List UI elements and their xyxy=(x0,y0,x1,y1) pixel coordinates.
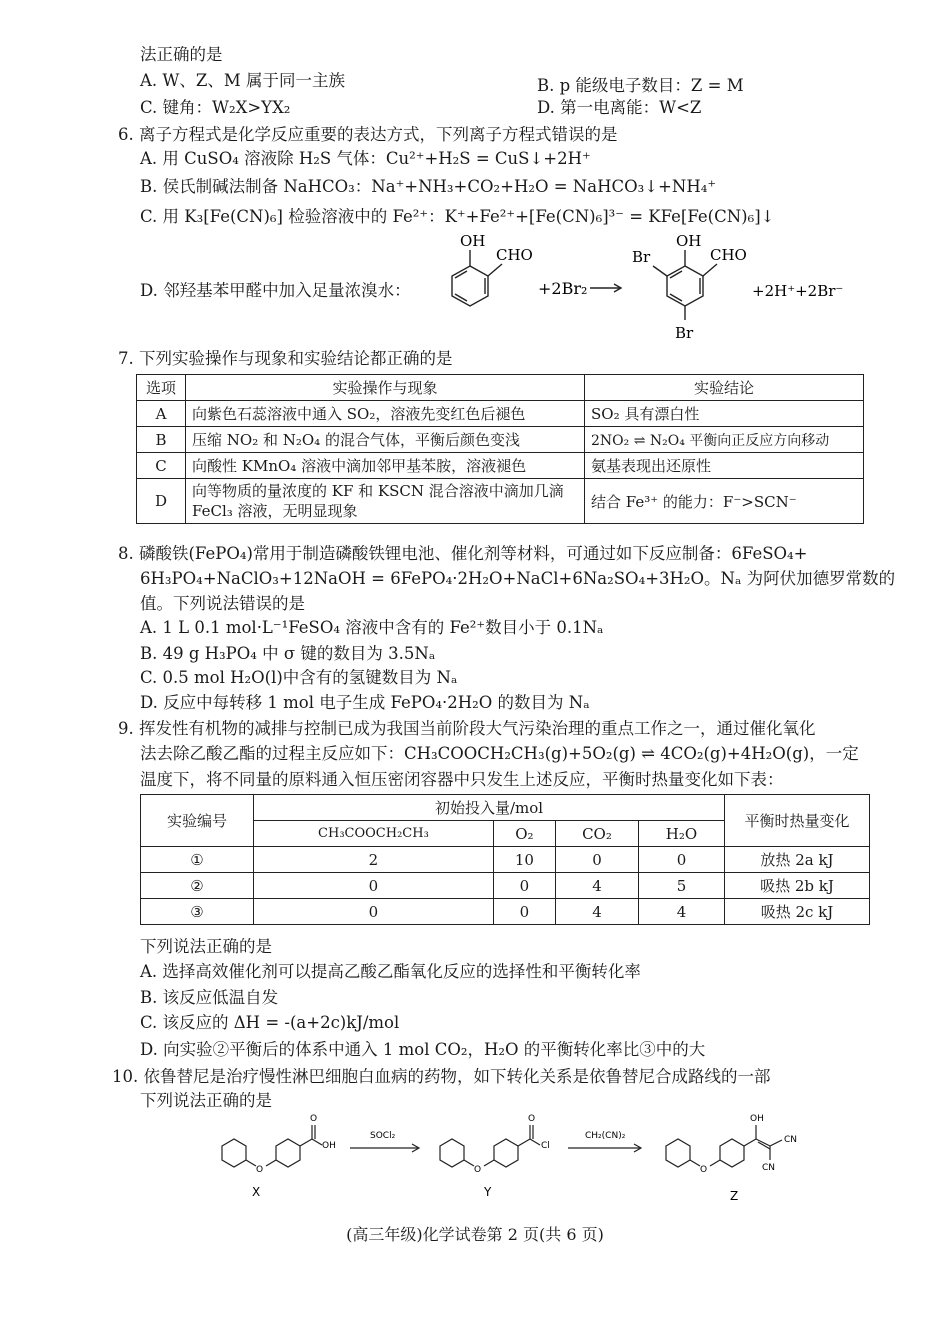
product-oh-label: OH xyxy=(676,232,702,250)
label-y: Y xyxy=(484,1185,492,1199)
table-cell: 放热 2a kJ xyxy=(725,847,870,873)
q7-stem: 7. 下列实验操作与现象和实验结论都正确的是 xyxy=(118,349,453,368)
z-cn-2: CN xyxy=(762,1163,776,1173)
byproducts: +2H⁺+2Br⁻ xyxy=(752,282,844,300)
table-cell: 向酸性 KMnO₄ 溶液中滴加邻甲基苯胺，溶液褪色 xyxy=(186,453,585,479)
q9-header-heat: 平衡时热量变化 xyxy=(725,795,870,847)
q6-option-a: A. 用 CuSO₄ 溶液除 H₂S 气体：Cu²⁺+H₂S = CuS↓+2H⁺ xyxy=(140,149,591,168)
product-br-ortho-label: Br xyxy=(632,248,651,266)
table-cell: 0 xyxy=(556,847,639,873)
table-cell: 0 xyxy=(254,873,494,899)
z-ether-o: O xyxy=(700,1165,708,1175)
label-x: X xyxy=(252,1185,261,1199)
compound-z-structure xyxy=(666,1125,782,1167)
q9-stem-line1: 9. 挥发性有机物的减排与控制已成为我国当前阶段大气污染治理的重点工作之一，通过催化氧化 xyxy=(118,719,816,738)
y-ether-o: O xyxy=(474,1165,482,1175)
q7-table-header-row xyxy=(137,375,864,401)
prev-option-a: A. W、Z、M 属于同一主族 xyxy=(140,71,345,90)
q9-stem-line3: 温度下，将不同量的原料通入恒压密闭容器中只发生上述反应，平衡时热量变化如下表： xyxy=(140,770,784,789)
compound-x-structure xyxy=(222,1125,322,1167)
q10-synthesis-scheme xyxy=(200,1108,840,1204)
q10-stem-line2: 下列说法正确的是 xyxy=(140,1091,272,1110)
q7-header-conclusion: 实验结论 xyxy=(585,375,864,401)
table-cell: 压缩 NO₂ 和 N₂O₄ 的混合气体，平衡后颜色变浅 xyxy=(186,427,585,453)
table-cell: 向等物质的量浓度的 KF 和 KSCN 混合溶液中滴加几滴 FeCl₃ 溶液，无明显现象 xyxy=(186,479,585,524)
table-row xyxy=(141,899,870,925)
table-cell: 0 xyxy=(493,899,555,925)
q9-option-d: D. 向实验②平衡后的体系中通入 1 mol CO₂，H₂O 的平衡转化率比③中的大 xyxy=(140,1040,706,1059)
table-cell: ② xyxy=(141,873,254,899)
table-cell: 0 xyxy=(493,873,555,899)
q7-table xyxy=(136,374,864,524)
table-cell: ③ xyxy=(141,899,254,925)
table-cell: SO₂ 具有漂白性 xyxy=(585,401,864,427)
z-oh: OH xyxy=(750,1114,764,1124)
table-cell: 4 xyxy=(556,873,639,899)
table-cell: D xyxy=(137,479,186,524)
q9-col-ethyl-acetate: CH₃COOCH₂CH₃ xyxy=(254,821,494,847)
x-ether-o: O xyxy=(256,1165,264,1175)
reactant-oh-label: OH xyxy=(460,232,486,250)
table-row xyxy=(141,847,870,873)
q9-option-c: C. 该反应的 ΔH = -(a+2c)kJ/mol xyxy=(140,1013,400,1032)
table-cell: A xyxy=(137,401,186,427)
q8-stem-line3: 值。下列说法错误的是 xyxy=(140,594,305,613)
reaction-arrow xyxy=(590,284,621,292)
benzene-ring-reactant xyxy=(452,250,502,306)
table-cell: 2NO₂ ⇌ N₂O₄ 平衡向正反应方向移动 xyxy=(585,427,864,453)
reaction-arrow-2 xyxy=(568,1144,641,1152)
reaction-arrow-1 xyxy=(350,1144,419,1152)
br2-reagent: +2Br₂ xyxy=(538,279,588,298)
q9-table xyxy=(140,794,870,925)
q6-reaction-scheme xyxy=(440,226,860,350)
prev-option-d: D. 第一电离能：W<Z xyxy=(537,98,702,117)
q8-option-a: A. 1 L 0.1 mol·L⁻¹FeSO₄ 溶液中含有的 Fe²⁺数目小于 0.1Nₐ xyxy=(140,618,604,637)
compound-y-structure xyxy=(440,1125,540,1167)
q9-header-group: 初始投入量/mol xyxy=(254,795,725,821)
q7-header-option: 选项 xyxy=(137,375,186,401)
q9-stem2: 下列说法正确的是 xyxy=(140,937,272,956)
table-cell: 2 xyxy=(254,847,494,873)
reagent-malononitrile: CH₂(CN)₂ xyxy=(585,1131,626,1141)
q9-col-co2: CO₂ xyxy=(556,821,639,847)
table-cell: 氨基表现出还原性 xyxy=(585,453,864,479)
table-cell: ① xyxy=(141,847,254,873)
table-cell: 4 xyxy=(556,899,639,925)
table-row xyxy=(137,453,864,479)
prev-option-b: B. p 能级电子数目：Z = M xyxy=(537,76,744,95)
q8-stem-line2: 6H₃PO₄+NaClO₃+12NaOH = 6FePO₄·2H₂O+NaCl+6Na₂SO₄+3H₂O。Nₐ 为阿伏加德罗常数的 xyxy=(140,569,896,588)
table-row xyxy=(137,479,864,524)
table-row xyxy=(137,401,864,427)
table-cell: 向紫色石蕊溶液中通入 SO₂，溶液先变红色后褪色 xyxy=(186,401,585,427)
q9-col-h2o: H₂O xyxy=(638,821,724,847)
table-cell: 10 xyxy=(493,847,555,873)
table-cell: 4 xyxy=(638,899,724,925)
table-cell: 吸热 2c kJ xyxy=(725,899,870,925)
table-cell: 吸热 2b kJ xyxy=(725,873,870,899)
table-cell: 0 xyxy=(254,899,494,925)
table-cell: 5 xyxy=(638,873,724,899)
table-cell: 0 xyxy=(638,847,724,873)
q6-option-c: C. 用 K₃[Fe(CN)₆] 检验溶液中的 Fe²⁺：K⁺+Fe²⁺+[Fe(CN)₆]³⁻ = KFe[Fe(CN)₆]↓ xyxy=(140,207,775,226)
product-cho-label: CHO xyxy=(710,246,747,264)
q6-stem: 6. 离子方程式是化学反应重要的表达方式，下列离子方程式错误的是 xyxy=(118,125,618,144)
q8-option-d: D. 反应中每转移 1 mol 电子生成 FePO₄·2H₂O 的数目为 Nₐ xyxy=(140,693,590,712)
reagent-socl2: SOCl₂ xyxy=(370,1131,396,1141)
table-cell: C xyxy=(137,453,186,479)
q8-stem-line1: 8. 磷酸铁(FePO₄)常用于制造磷酸铁锂电池、催化剂等材料，可通过如下反应制备：6FeSO₄+ xyxy=(118,544,808,563)
table-row xyxy=(137,427,864,453)
y-carbonyl-o: O xyxy=(528,1114,536,1124)
y-cl: Cl xyxy=(541,1141,550,1151)
q9-table-header-row xyxy=(141,795,870,821)
page-footer: (高三年级)化学试卷第 2 页(共 6 页) xyxy=(346,1225,604,1244)
q8-option-c: C. 0.5 mol H₂O(l)中含有的氢键数目为 Nₐ xyxy=(140,668,458,687)
table-row xyxy=(141,873,870,899)
q9-option-b: B. 该反应低温自发 xyxy=(140,988,279,1007)
table-cell: 结合 Fe³⁺ 的能力：F⁻>SCN⁻ xyxy=(585,479,864,524)
q9-stem-line2: 法去除乙酸乙酯的过程主反应如下：CH₃COOCH₂CH₃(g)+5O₂(g) ⇌ 4CO₂(g)+4H₂O(g)，一定 xyxy=(140,744,859,763)
q6-option-d-text: D. 邻羟基苯甲醛中加入足量浓溴水： xyxy=(140,281,411,300)
prev-question-stem-tail: 法正确的是 xyxy=(140,45,223,64)
q9-option-a: A. 选择高效催化剂可以提高乙酸乙酯氧化反应的选择性和平衡转化率 xyxy=(140,962,641,981)
q9-col-o2: O₂ xyxy=(493,821,555,847)
label-z: Z xyxy=(730,1189,739,1203)
q9-header-id: 实验编号 xyxy=(141,795,254,847)
q6-option-b: B. 侯氏制碱法制备 NaHCO₃：Na⁺+NH₃+CO₂+H₂O = NaHCO₃↓+NH₄⁺ xyxy=(140,177,717,196)
z-cn-1: CN xyxy=(784,1135,798,1145)
prev-option-c: C. 键角：W₂X>YX₂ xyxy=(140,98,291,117)
q10-stem-line1: 10. 依鲁替尼是治疗慢性淋巴细胞白血病的药物，如下转化关系是依鲁替尼合成路线的一部 xyxy=(112,1067,771,1086)
table-cell: B xyxy=(137,427,186,453)
benzene-ring-product xyxy=(653,250,717,320)
x-oh: OH xyxy=(322,1141,336,1151)
x-carbonyl-o: O xyxy=(310,1114,318,1124)
reactant-cho-label: CHO xyxy=(496,246,533,264)
product-br-para-label: Br xyxy=(675,324,694,342)
q8-option-b: B. 49 g H₃PO₄ 中 σ 键的数目为 3.5Nₐ xyxy=(140,644,436,663)
q7-header-operation: 实验操作与现象 xyxy=(186,375,585,401)
